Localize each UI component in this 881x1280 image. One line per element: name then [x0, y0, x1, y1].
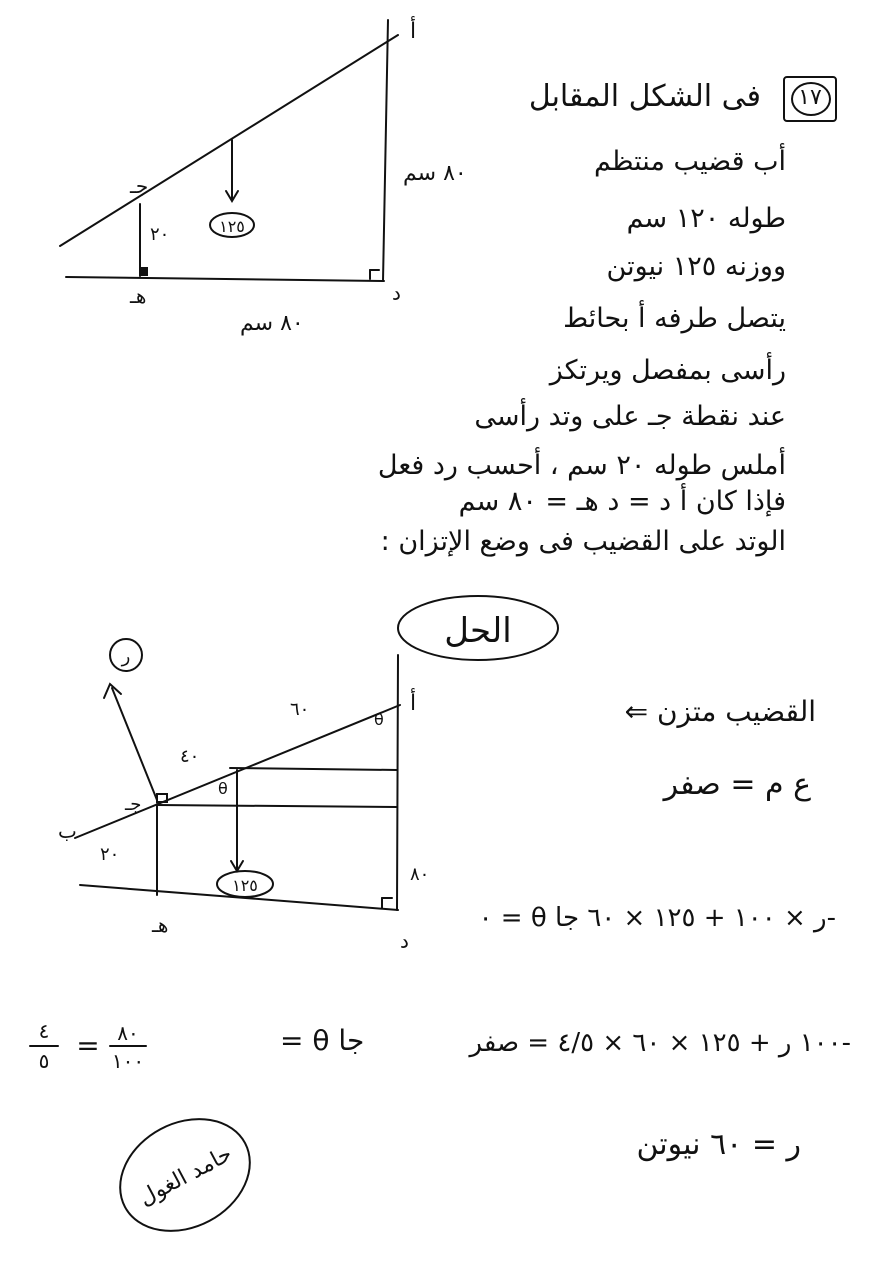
problem-line: عند نقطة جـ على وتد رأسى	[474, 401, 786, 432]
wall-line	[383, 20, 388, 281]
label-r: ر	[121, 646, 131, 667]
ground-line	[66, 277, 384, 281]
reaction-arrow	[112, 688, 157, 800]
wall-length: ٨٠	[410, 864, 430, 885]
horizontal-guide	[230, 768, 397, 770]
label-h: هـ	[130, 284, 147, 308]
sine-prefix: جا θ =	[280, 1024, 365, 1057]
base-length: ٨٠ سم	[240, 311, 304, 336]
wall-line	[397, 655, 398, 910]
label-a: أ	[410, 19, 417, 44]
moment-equation: ع م = صفر	[663, 767, 811, 802]
equation-1: -ر × ١٠٠ + ١٢٥ × ٦٠ جا θ = ٠	[478, 903, 836, 933]
segment-20: ٢٠	[100, 844, 120, 865]
label-d: د	[392, 281, 401, 305]
weight-value: ١٢٥	[232, 876, 258, 895]
solution-title: الحل	[444, 611, 512, 651]
fraction-1-numerator: ٨٠	[117, 1021, 139, 1045]
label-c: جـ	[130, 174, 149, 198]
rod-line	[60, 35, 398, 246]
problem-title: فى الشكل المقابل	[528, 79, 761, 114]
problem-line: الوتد على القضيب فى وضع الإتزان :	[380, 526, 786, 557]
horizontal-guide	[157, 805, 397, 807]
problem-line: فإذا كان أ د = د هـ = ٨٠ سم	[458, 486, 786, 517]
weight-value: ١٢٥	[219, 217, 245, 236]
problem-line: رأسى بمفصل ويرتكز	[549, 355, 786, 386]
equals-sign: =	[76, 1029, 100, 1062]
problem-line: أملس طوله ٢٠ سم ، أحسب رد فعل	[377, 450, 786, 481]
label-a: أ	[410, 691, 417, 716]
problem-line: طوله ١٢٠ سم	[626, 203, 786, 234]
problem-line: أب قضيب منتظم	[594, 146, 786, 177]
theta-angle: θ	[374, 710, 384, 729]
label-d: د	[400, 929, 409, 953]
signature-text: حامد الغول	[135, 1141, 237, 1212]
label-b: ب	[58, 819, 77, 843]
figure-2	[58, 639, 429, 953]
sine-equation	[30, 1019, 364, 1073]
segment-60: ٦٠	[290, 699, 310, 720]
peg-length: ٢٠	[150, 224, 170, 245]
wall-length: ٨٠ سم	[403, 161, 467, 186]
label-c: جـ	[125, 794, 142, 815]
solution-statement: القضيب متزن ⇐	[624, 695, 816, 728]
problem-line: ووزنه ١٢٥ نيوتن	[606, 251, 786, 282]
equation-2: -١٠٠ ر + ١٢٥ × ٦٠ × ٤/٥ = صفر	[469, 1028, 851, 1058]
figure-1	[60, 16, 467, 336]
fraction-2-denominator: ٥	[38, 1049, 50, 1073]
problem-line: يتصل طرفه أ بحائط	[563, 303, 786, 334]
segment-40: ٤٠	[180, 746, 200, 767]
theta-angle: θ	[218, 779, 228, 798]
right-angle-mark	[139, 267, 148, 276]
answer: ر = ٦٠ نيوتن	[636, 1127, 801, 1162]
fraction-1-denominator: ١٠٠	[111, 1049, 145, 1073]
problem-number: ١٧	[798, 85, 822, 110]
label-h: هـ	[152, 913, 169, 937]
fraction-2-numerator: ٤	[38, 1019, 50, 1043]
